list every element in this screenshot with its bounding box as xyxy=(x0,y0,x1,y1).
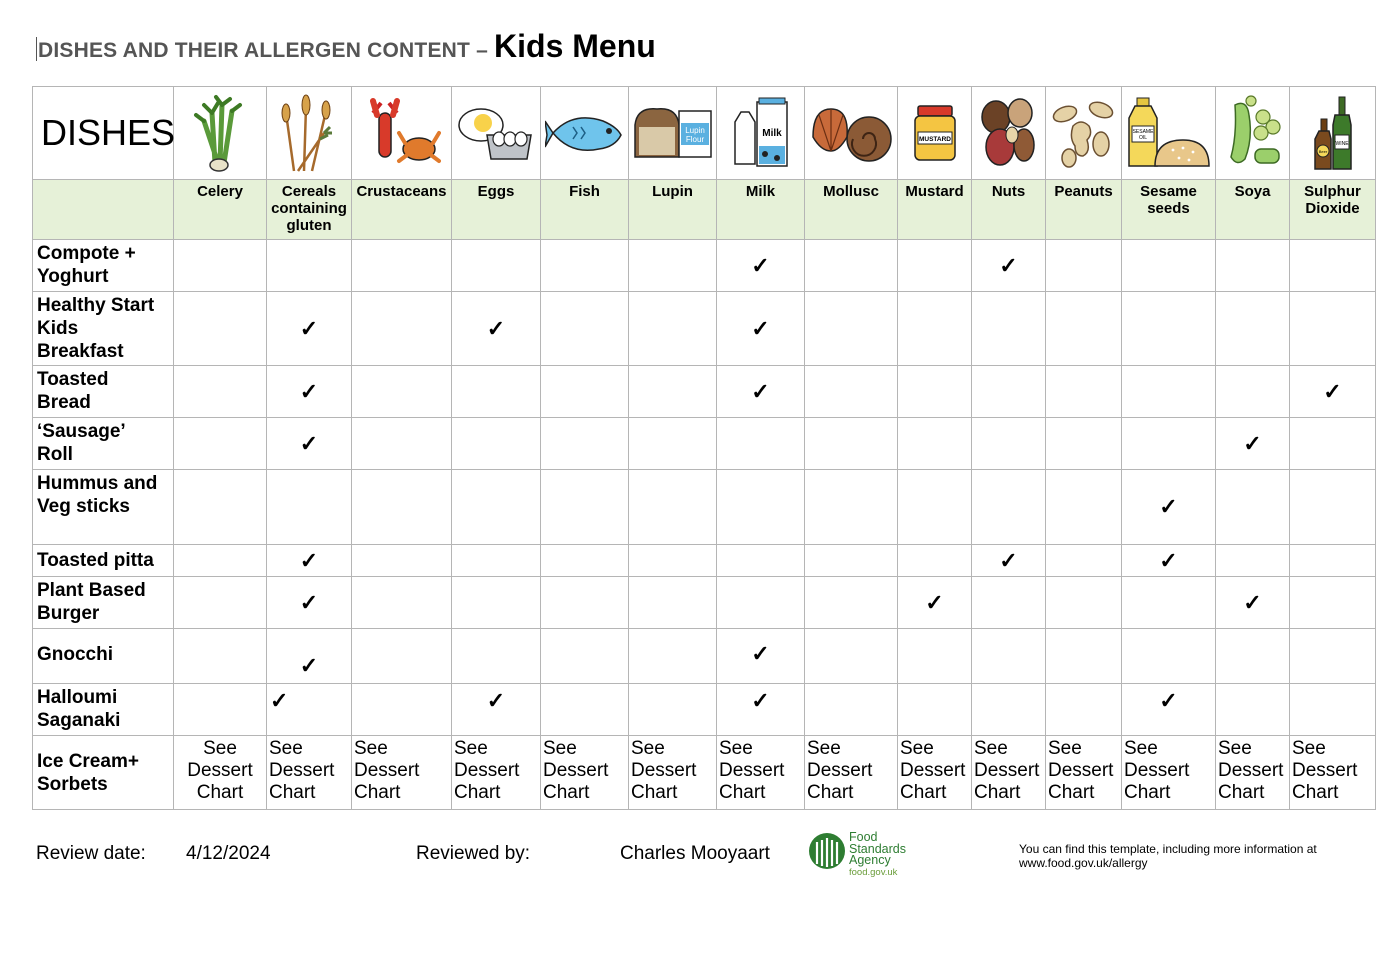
title-menu-name: Kids Menu xyxy=(494,28,656,64)
dish-row xyxy=(33,577,1376,629)
dish-name: Plant Based Burger xyxy=(33,577,174,629)
see-dessert-chart: See Dessert Chart xyxy=(452,736,541,810)
fish-icon xyxy=(541,87,629,180)
wheat-icon xyxy=(267,87,352,180)
check-mark: ✓ xyxy=(717,366,805,418)
see-dessert-chart: See Dessert Chart xyxy=(972,736,1046,810)
dish-row xyxy=(33,629,1376,684)
svg-text:Flour: Flour xyxy=(685,135,704,144)
allergen-name xyxy=(267,180,352,240)
dish-name: Halloumi Saganaki xyxy=(33,684,174,736)
fsa-emblem-icon xyxy=(808,832,846,870)
check-mark: ✓ xyxy=(1216,418,1290,470)
sesame-icon xyxy=(1122,87,1216,180)
check-mark: ✓ xyxy=(1122,545,1216,577)
allergen-name: Mustard xyxy=(898,180,972,240)
dish-row xyxy=(33,366,1376,418)
page-title xyxy=(36,28,656,65)
allergen-name: Celery xyxy=(174,180,267,240)
fsa-word: Food xyxy=(849,830,878,844)
check-mark: ✓ xyxy=(717,240,805,292)
dish-name: Ice Cream+ Sorbets xyxy=(33,736,174,810)
template-info-line: You can find this template, including more information at xyxy=(1019,842,1317,856)
allergen-name: Fish xyxy=(541,180,629,240)
allergen-name: Crustaceans xyxy=(352,180,452,240)
check-mark: ✓ xyxy=(452,292,541,366)
check-mark: ✓ xyxy=(267,366,352,418)
see-dessert-chart: See Dessert Chart xyxy=(174,736,267,810)
check-mark: ✓ xyxy=(267,629,352,684)
template-info-link: www.food.gov.uk/allergy xyxy=(1019,856,1148,870)
see-dessert-chart: See Dessert Chart xyxy=(717,736,805,810)
allergen-name-text: Sulphur Dioxide xyxy=(1304,183,1361,217)
check-mark: ✓ xyxy=(717,629,805,684)
dish-row xyxy=(33,418,1376,470)
reviewed-by-label: Reviewed by: xyxy=(416,843,531,864)
see-dessert-chart: See Dessert Chart xyxy=(267,736,352,810)
icon-row xyxy=(33,87,1376,180)
allergen-name: Milk xyxy=(717,180,805,240)
see-dessert-chart: See Dessert Chart xyxy=(1046,736,1122,810)
empty-corner-cell xyxy=(33,180,174,240)
check-mark: ✓ xyxy=(267,545,352,577)
svg-text:Milk: Milk xyxy=(761,128,782,139)
allergen-name: Nuts xyxy=(972,180,1046,240)
text-cursor xyxy=(36,37,37,61)
allergen-name: Soya xyxy=(1216,180,1290,240)
review-date: 4/12/2024 xyxy=(186,843,271,864)
allergen-name: Mollusc xyxy=(805,180,898,240)
dish-row xyxy=(33,736,1376,810)
dishes-header: DISHES xyxy=(33,87,174,180)
check-mark: ✓ xyxy=(898,577,972,629)
check-mark: ✓ xyxy=(972,240,1046,292)
fsa-url: food.gov.uk xyxy=(849,867,898,878)
see-dessert-chart: See Dessert Chart xyxy=(352,736,452,810)
dish-row xyxy=(33,240,1376,292)
check-mark: ✓ xyxy=(972,545,1046,577)
title-prefix: DISHES AND THEIR ALLERGEN CONTENT – xyxy=(38,39,495,62)
check-mark: ✓ xyxy=(267,292,352,366)
soya-icon xyxy=(1216,87,1290,180)
shell-icon xyxy=(805,87,898,180)
allergen-name: Peanuts xyxy=(1046,180,1122,240)
allergen-name xyxy=(1122,180,1216,240)
dish-row xyxy=(33,545,1376,577)
svg-text:MUSTARD: MUSTARD xyxy=(918,136,951,143)
dish-name: ‘Sausage’ Roll xyxy=(33,418,174,470)
allergen-name xyxy=(1290,180,1376,240)
milk-icon xyxy=(717,87,805,180)
dish-name: Compote + Yoghurt xyxy=(33,240,174,292)
allergen-name-text: Cereals containing gluten xyxy=(271,183,347,234)
lupin-flour-icon xyxy=(629,87,717,180)
check-mark: ✓ xyxy=(1290,366,1376,418)
see-dessert-chart: See Dessert Chart xyxy=(805,736,898,810)
lobster-crab-icon xyxy=(352,87,452,180)
check-mark: ✓ xyxy=(267,418,352,470)
dish-name: Healthy Start Kids Breakfast xyxy=(33,292,174,366)
peanuts-icon xyxy=(1046,87,1122,180)
fsa-word: Standards xyxy=(849,841,906,856)
svg-text:WINE: WINE xyxy=(1334,141,1349,147)
dish-row xyxy=(33,684,1376,736)
check-mark: ✓ xyxy=(717,292,805,366)
check-mark: ✓ xyxy=(267,577,352,629)
celery-icon xyxy=(174,87,267,180)
dish-name: Gnocchi xyxy=(33,629,174,684)
check-mark: ✓ xyxy=(1122,684,1216,736)
see-dessert-chart: See Dessert Chart xyxy=(1122,736,1216,810)
dish-name: Toasted Bread xyxy=(33,366,174,418)
see-dessert-chart: See Dessert Chart xyxy=(541,736,629,810)
dish-name: Hummus and Veg sticks xyxy=(33,470,174,545)
nuts-icon xyxy=(972,87,1046,180)
svg-text:Beer: Beer xyxy=(1318,149,1327,154)
template-info xyxy=(1019,842,1317,870)
allergen-table xyxy=(32,86,1376,810)
allergen-name-text: Sesame seeds xyxy=(1140,183,1197,217)
allergen-name-row xyxy=(33,180,1376,240)
fsa-wordmark xyxy=(849,832,906,867)
dish-row xyxy=(33,470,1376,545)
eggs-icon xyxy=(452,87,541,180)
beer-wine-icon xyxy=(1290,87,1376,180)
allergen-name: Eggs xyxy=(452,180,541,240)
fsa-word: Agency xyxy=(849,853,891,867)
check-mark: ✓ xyxy=(717,684,805,736)
review-date-label: Review date: xyxy=(36,843,146,864)
check-mark: ✓ xyxy=(267,684,352,736)
check-mark: ✓ xyxy=(1122,470,1216,545)
food-standards-agency-logo xyxy=(808,830,918,880)
see-dessert-chart: See Dessert Chart xyxy=(898,736,972,810)
reviewed-by: Charles Mooyaart xyxy=(620,843,770,864)
mustard-jar-icon xyxy=(898,87,972,180)
svg-text:Lupin: Lupin xyxy=(684,126,705,135)
see-dessert-chart: See Dessert Chart xyxy=(1216,736,1290,810)
dish-row xyxy=(33,292,1376,366)
svg-text:SESAME: SESAME xyxy=(1132,129,1153,135)
svg-text:OIL: OIL xyxy=(1138,135,1147,141)
see-dessert-chart: See Dessert Chart xyxy=(629,736,717,810)
dish-name: Toasted pitta xyxy=(33,545,174,577)
see-dessert-chart: See Dessert Chart xyxy=(1290,736,1376,810)
allergen-name: Lupin xyxy=(629,180,717,240)
check-mark: ✓ xyxy=(452,684,541,736)
check-mark: ✓ xyxy=(1216,577,1290,629)
